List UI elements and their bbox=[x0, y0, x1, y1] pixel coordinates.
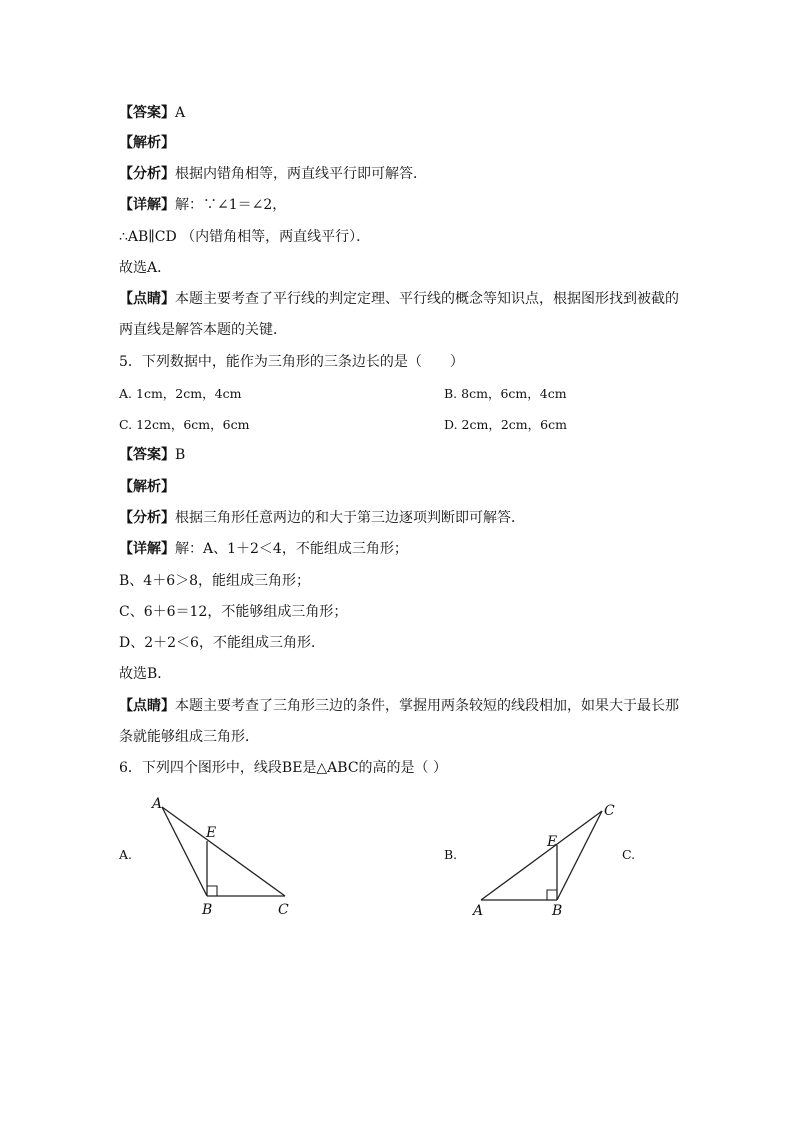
q4-therefore-line: ∴AB∥CD （内错角相等，两直线平行）． bbox=[119, 229, 371, 245]
q5-option-c bbox=[119, 416, 249, 434]
q5-answer-line bbox=[119, 446, 185, 464]
q4-dianjing-line-2: 两直线是解答本题的关键． bbox=[119, 322, 287, 338]
q4-choose: 故选A． bbox=[119, 260, 172, 276]
side-ac bbox=[162, 807, 285, 896]
q5-option-d bbox=[444, 416, 567, 434]
answer-value: B bbox=[175, 447, 186, 463]
answer-tag: 【答案】 bbox=[119, 447, 175, 463]
right-angle-mark bbox=[207, 886, 217, 896]
dianjing-tag: 【点睛】 bbox=[119, 291, 175, 307]
label-e: E bbox=[206, 825, 217, 841]
xiangjie-tag: 【详解】 bbox=[119, 197, 175, 213]
fenxi-text: 根据三角形任意两边的和大于第三边逐项判断即可解答． bbox=[175, 510, 525, 526]
label-a: A bbox=[152, 796, 163, 812]
label-a: A bbox=[473, 903, 484, 919]
right-angle-mark bbox=[547, 890, 557, 900]
q5-line-c: C、6＋6＝12，不能够组成三角形； bbox=[119, 604, 348, 620]
label-c: C bbox=[278, 902, 289, 918]
q5-fenxi-line bbox=[119, 509, 525, 527]
q5-line-d: D、2＋2＜6，不能组成三角形． bbox=[119, 635, 325, 651]
option-letter: A. bbox=[119, 386, 133, 401]
option-letter: D. bbox=[444, 417, 458, 432]
dianjing-text-1: 本题主要考查了平行线的判定定理、平行线的概念等知识点，根据图形找到被截的 bbox=[175, 291, 679, 307]
q4-fenxi-line bbox=[119, 165, 427, 183]
q4-analysis-tag: 【解析】 bbox=[119, 135, 175, 151]
fenxi-tag: 【分析】 bbox=[119, 510, 175, 526]
fenxi-tag: 【分析】 bbox=[119, 166, 175, 182]
q5-choose: 故选B． bbox=[119, 666, 172, 682]
q4-xiangjie-line bbox=[119, 196, 286, 214]
label-e: E bbox=[547, 834, 558, 850]
answer-tag: 【答案】 bbox=[119, 105, 175, 121]
q5-line-b: B、4＋6＞8，能组成三角形； bbox=[119, 573, 311, 589]
option-letter: C. bbox=[119, 417, 133, 432]
q6-figure-a bbox=[140, 790, 310, 920]
q4-dianjing-line-1 bbox=[119, 290, 679, 308]
option-text: 12cm，6cm，6cm bbox=[136, 417, 250, 432]
answer-value: A bbox=[175, 105, 186, 121]
fenxi-text: 根据内错角相等，两直线平行即可解答． bbox=[175, 166, 427, 182]
q6-option-a-label: A. bbox=[119, 847, 133, 862]
xiangjie-tag: 【详解】 bbox=[119, 541, 175, 557]
side-ab bbox=[162, 807, 207, 896]
q6-option-c-label: C. bbox=[622, 847, 636, 862]
option-text: 8cm，6cm，4cm bbox=[461, 386, 567, 401]
q4-answer-line bbox=[119, 104, 185, 122]
label-c: C bbox=[604, 803, 615, 819]
option-letter: B. bbox=[444, 386, 458, 401]
side-bc bbox=[557, 811, 602, 900]
q5-xiangjie-line bbox=[119, 540, 408, 558]
q5-option-b bbox=[444, 385, 567, 403]
label-b: B bbox=[552, 903, 563, 919]
option-text: 1cm，2cm，4cm bbox=[136, 386, 242, 401]
option-text: 2cm，2cm，6cm bbox=[461, 417, 567, 432]
q6-option-b-label: B. bbox=[444, 847, 458, 862]
side-ac bbox=[481, 811, 602, 900]
q6-stem: 6．下列四个图形中，线段BE是△ABC的高的是（ ） bbox=[119, 760, 448, 776]
dianjing-tag: 【点睛】 bbox=[119, 698, 175, 714]
q5-dianjing-line-1 bbox=[119, 697, 679, 715]
q5-option-a bbox=[119, 385, 241, 403]
label-b: B bbox=[202, 902, 213, 918]
q5-analysis-tag: 【解析】 bbox=[119, 479, 175, 495]
xiangjie-text: 解：A、1＋2＜4，不能组成三角形； bbox=[175, 541, 408, 557]
q5-stem: 5．下列数据中，能作为三角形的三条边长的是（ ） bbox=[119, 354, 464, 370]
dianjing-text-1: 本题主要考查了三角形三边的条件，掌握用两条较短的线段相加，如果大于最长那 bbox=[175, 698, 679, 714]
q6-figure-b bbox=[465, 795, 625, 920]
xiangjie-text: 解：∵∠1＝∠2， bbox=[175, 197, 287, 213]
q5-dianjing-line-2: 条就能够组成三角形． bbox=[119, 729, 259, 745]
